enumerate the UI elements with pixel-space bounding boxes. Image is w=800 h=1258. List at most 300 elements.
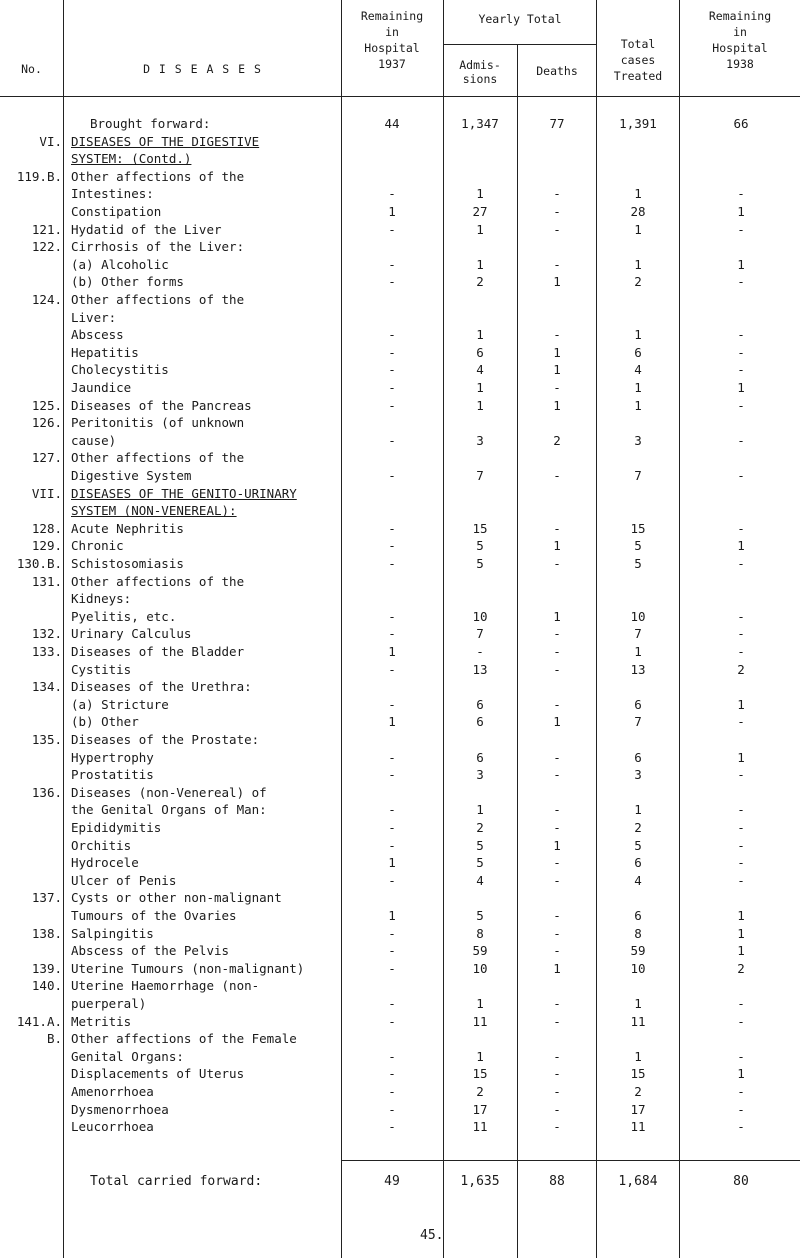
header-no: No. [21, 62, 42, 76]
row-total-treated: 5 [634, 837, 642, 853]
row-number: 119.B. [16, 168, 62, 184]
row-remaining-1938: - [737, 468, 745, 483]
row-remaining-1937: - [388, 626, 396, 642]
row-deaths: - [553, 520, 561, 536]
row-number: 131. [31, 573, 62, 589]
row-admissions: 7 [476, 626, 484, 642]
row-total-treated: 17 [630, 1101, 646, 1117]
row-remaining-1938: 1 [737, 925, 745, 941]
table-row [0, 1049, 800, 1065]
table-row [0, 204, 800, 220]
row-remaining-1937: - [388, 767, 396, 783]
table-row [0, 433, 800, 449]
row-remaining-1937: - [388, 837, 396, 853]
row-total-treated: 5 [634, 556, 642, 571]
row-remaining-1937: 1 [388, 714, 396, 730]
row-remaining-1938: - [737, 1048, 745, 1064]
row-disease: puerperal) [71, 996, 147, 1011]
row-total-treated: 10 [630, 608, 646, 624]
row-admissions: 5 [476, 855, 484, 871]
row-disease: Hepatitis [71, 344, 139, 360]
row-total-treated: 59 [630, 943, 646, 959]
row-admissions: 2 [476, 274, 484, 290]
row-admissions: 17 [472, 1101, 488, 1117]
row-total-treated: 4 [634, 872, 642, 888]
header-total-treated: Total cases Treated [613, 37, 663, 83]
row-disease: Jaundice [71, 380, 132, 395]
row-disease: (a) Stricture [71, 696, 169, 712]
row-disease: Diseases of the Pancreas [71, 397, 252, 413]
table-row [0, 1102, 800, 1118]
row-disease: (a) Alcoholic [71, 256, 169, 272]
row-disease: Digestive System [71, 468, 192, 483]
row-total-treated: 4 [634, 362, 642, 378]
totals-label: Total carried forward: [90, 1174, 263, 1189]
row-remaining-1938: - [737, 1119, 745, 1135]
row-remaining-1938: - [737, 221, 745, 237]
table-row [0, 679, 800, 695]
table-row [0, 978, 800, 994]
row-disease: Diseases (non-Venereal) of [71, 784, 267, 800]
row-disease: Epididymitis [71, 820, 162, 835]
row-remaining-1937: - [388, 608, 396, 624]
row-disease: Genital Organs: [71, 1048, 184, 1064]
row-total-treated: 2 [634, 274, 642, 290]
row-disease: Abscess of the Pelvis [71, 943, 230, 959]
table-row [0, 257, 800, 273]
row-deaths: - [553, 661, 561, 677]
row-admissions: 6 [476, 344, 484, 360]
row-total-treated: 28 [630, 204, 646, 219]
row-remaining-1937: - [388, 221, 396, 237]
table-row [0, 134, 800, 150]
table-row [0, 785, 800, 801]
table-row [0, 1119, 800, 1135]
row-disease: Pyelitis, etc. [71, 608, 177, 624]
row-disease: (b) Other forms [71, 274, 184, 290]
table-row [0, 521, 800, 537]
row-disease: Uterine Haemorrhage (non- [71, 978, 260, 994]
row-total-treated: 6 [634, 696, 642, 712]
row-disease: Prostatitis [71, 767, 154, 783]
row-disease: Displacements of Uterus [71, 1066, 245, 1082]
rule-header-bottom [0, 96, 800, 97]
row-remaining-1938: 2 [737, 661, 745, 677]
row-total-treated: 1 [634, 327, 642, 343]
row-remaining-1937: - [388, 186, 396, 202]
row-deaths: - [553, 221, 561, 237]
table-row [0, 890, 800, 906]
row-admissions: 59 [472, 943, 488, 959]
row-admissions: 8 [476, 925, 484, 941]
table-row [0, 732, 800, 748]
row-number: 125. [31, 397, 62, 413]
table-row [0, 838, 800, 854]
row-admissions: 1 [476, 327, 484, 343]
table-row [0, 908, 800, 924]
row-total-treated: 1 [634, 380, 642, 395]
table-row [0, 714, 800, 730]
row-disease: Brought forward: [90, 116, 211, 131]
row-disease: DISEASES OF THE GENITO-URINARY [71, 485, 297, 501]
row-deaths: - [553, 1084, 561, 1099]
row-deaths: - [553, 802, 561, 818]
row-remaining-1938: 1 [737, 943, 745, 959]
row-disease: Hypertrophy [71, 749, 154, 765]
row-deaths: 1 [553, 538, 561, 554]
row-disease: SYSTEM (NON-VENEREAL): [71, 503, 237, 519]
row-total-treated: 15 [630, 520, 646, 536]
table-row [0, 697, 800, 713]
table-row [0, 274, 800, 290]
row-total-treated: 1 [634, 221, 642, 237]
row-remaining-1938: - [737, 626, 745, 642]
row-number: 122. [31, 239, 62, 255]
row-total-treated: 1 [634, 186, 642, 202]
row-remaining-1937: - [388, 274, 396, 290]
row-remaining-1938: 1 [737, 1066, 745, 1082]
row-remaining-1937: 1 [388, 644, 396, 659]
row-deaths: 1 [553, 274, 561, 290]
row-number: 134. [31, 679, 62, 695]
table-row [0, 186, 800, 202]
row-remaining-1937: - [388, 1119, 396, 1135]
row-number: 129. [31, 538, 62, 554]
row-deaths: - [553, 855, 561, 871]
row-deaths: - [553, 327, 561, 343]
row-deaths: - [553, 1119, 561, 1135]
row-remaining-1938: - [737, 397, 745, 413]
row-disease: (b) Other [71, 714, 139, 730]
row-disease: Abscess [71, 327, 124, 343]
table-row [0, 116, 800, 132]
row-number: B. [46, 1031, 62, 1047]
row-total-treated: 11 [630, 1013, 646, 1029]
row-remaining-1938: 1 [737, 380, 745, 395]
row-remaining-1938: - [737, 872, 745, 888]
table-row [0, 644, 800, 660]
row-deaths: - [553, 696, 561, 712]
rule-totals-top [341, 1160, 800, 1161]
table-row [0, 292, 800, 308]
row-total-treated: 1,391 [619, 116, 657, 131]
row-disease: Diseases of the Prostate: [71, 732, 260, 747]
row-disease: Other affections of the [71, 292, 245, 307]
row-admissions: 7 [476, 468, 484, 483]
table-row [0, 169, 800, 185]
row-disease: DISEASES OF THE DIGESTIVE [71, 133, 260, 149]
row-disease: cause) [71, 432, 117, 448]
row-deaths: - [553, 1066, 561, 1082]
table-row [0, 310, 800, 326]
row-remaining-1937: 1 [388, 908, 396, 923]
row-admissions: 11 [472, 1119, 488, 1135]
totals-remaining-1938: 80 [733, 1174, 749, 1189]
row-number: 138. [31, 925, 62, 941]
row-disease: Dysmenorrhoea [71, 1101, 169, 1117]
row-number: VI. [39, 133, 62, 149]
row-total-treated: 2 [634, 1084, 642, 1099]
row-remaining-1937: 1 [388, 855, 396, 871]
table-row [0, 486, 800, 502]
table-row [0, 380, 800, 396]
row-total-treated: 2 [634, 820, 642, 835]
totals-remaining-1937: 49 [384, 1174, 400, 1189]
table-row [0, 468, 800, 484]
row-remaining-1938: - [737, 1101, 745, 1117]
row-remaining-1937: - [388, 397, 396, 413]
row-admissions: 10 [472, 960, 488, 976]
table-row [0, 327, 800, 343]
row-deaths: - [553, 872, 561, 888]
row-disease: Orchitis [71, 837, 132, 853]
row-number: 127. [31, 450, 62, 466]
row-remaining-1937: - [388, 960, 396, 976]
row-admissions: 1 [476, 256, 484, 272]
table-row [0, 943, 800, 959]
header-diseases: D I S E A S E S [143, 62, 262, 76]
row-deaths: 1 [553, 960, 561, 976]
row-admissions: 1 [476, 996, 484, 1011]
table-row [0, 820, 800, 836]
rule-yearly-split [443, 44, 596, 45]
row-remaining-1938: - [737, 432, 745, 448]
row-deaths: - [553, 767, 561, 783]
row-admissions: 6 [476, 714, 484, 730]
row-admissions: 1 [476, 221, 484, 237]
row-deaths: - [553, 468, 561, 483]
table-row [0, 1031, 800, 1047]
row-remaining-1938: - [737, 186, 745, 202]
row-admissions: 4 [476, 362, 484, 378]
row-total-treated: 1 [634, 1048, 642, 1064]
row-remaining-1937: - [388, 344, 396, 360]
row-admissions: 6 [476, 696, 484, 712]
table-row [0, 996, 800, 1012]
table-row [0, 362, 800, 378]
table-row [0, 873, 800, 889]
table-row [0, 767, 800, 783]
row-deaths: - [553, 820, 561, 835]
row-number: 135. [31, 732, 62, 747]
row-remaining-1937: - [388, 1066, 396, 1082]
row-remaining-1937: - [388, 1048, 396, 1064]
row-admissions: 1 [476, 397, 484, 413]
row-number: 141.A. [16, 1013, 62, 1029]
header-remaining-1938: Remaining in Hospital 1938 [708, 9, 772, 71]
row-remaining-1937: - [388, 380, 396, 395]
table-row [0, 750, 800, 766]
row-disease: Tumours of the Ovaries [71, 908, 237, 923]
row-deaths: 1 [553, 714, 561, 730]
row-admissions: 5 [476, 837, 484, 853]
row-total-treated: 3 [634, 767, 642, 783]
row-deaths: 2 [553, 432, 561, 448]
row-disease: Hydrocele [71, 855, 139, 871]
row-total-treated: 1 [634, 802, 642, 818]
row-total-treated: 3 [634, 432, 642, 448]
row-total-treated: 1 [634, 644, 642, 659]
row-disease: Other affections of the [71, 168, 245, 184]
row-admissions: 2 [476, 1084, 484, 1099]
row-remaining-1937: - [388, 1013, 396, 1029]
row-deaths: - [553, 644, 561, 659]
row-deaths: - [553, 1048, 561, 1064]
row-total-treated: 5 [634, 538, 642, 554]
row-total-treated: 11 [630, 1119, 646, 1135]
row-disease: Kidneys: [71, 591, 132, 607]
row-disease: Chronic [71, 538, 124, 554]
row-remaining-1937: - [388, 538, 396, 554]
table-row [0, 222, 800, 238]
row-remaining-1937: - [388, 996, 396, 1011]
row-disease: Leucorrhoea [71, 1119, 154, 1135]
row-remaining-1938: - [737, 274, 745, 290]
row-remaining-1937: - [388, 749, 396, 765]
row-total-treated: 6 [634, 908, 642, 923]
table-row [0, 1084, 800, 1100]
row-admissions: 27 [472, 204, 488, 219]
row-disease: Cysts or other non-malignant [71, 890, 282, 906]
row-remaining-1937: - [388, 327, 396, 343]
header-remaining-1937: Remaining in Hospital 1937 [360, 9, 424, 71]
row-admissions: 3 [476, 767, 484, 783]
row-number: 136. [31, 784, 62, 800]
row-remaining-1938: - [737, 344, 745, 360]
row-disease: Other affections of the [71, 573, 245, 589]
totals-admissions: 1,635 [460, 1174, 500, 1189]
row-deaths: 1 [553, 344, 561, 360]
table-row [0, 398, 800, 414]
table-row [0, 1066, 800, 1082]
row-admissions: 3 [476, 432, 484, 448]
row-deaths: - [553, 749, 561, 765]
row-remaining-1938: - [737, 556, 745, 571]
row-number: VII. [31, 485, 62, 501]
row-remaining-1938: 1 [737, 749, 745, 765]
row-disease: Cirrhosis of the Liver: [71, 239, 245, 255]
table-row [0, 855, 800, 871]
row-number: 128. [31, 520, 62, 536]
row-total-treated: 7 [634, 626, 642, 642]
row-number: 124. [31, 292, 62, 307]
row-number: 132. [31, 626, 62, 642]
row-remaining-1937: - [388, 1101, 396, 1117]
table-row [0, 662, 800, 678]
row-admissions: 5 [476, 538, 484, 554]
row-disease: Amenorrhoea [71, 1084, 154, 1099]
row-disease: Other affections of the Female [71, 1031, 297, 1047]
row-disease: Diseases of the Bladder [71, 644, 245, 659]
header-yearly-total: Yearly Total [478, 12, 562, 26]
row-remaining-1937: - [388, 872, 396, 888]
row-deaths: - [553, 943, 561, 959]
table-row [0, 574, 800, 590]
row-deaths: 1 [553, 397, 561, 413]
row-remaining-1938: - [737, 644, 745, 659]
table-row [0, 609, 800, 625]
row-deaths: - [553, 626, 561, 642]
header-admissions: Admis- sions [459, 58, 501, 86]
row-remaining-1938: - [737, 362, 745, 378]
row-admissions: 5 [476, 908, 484, 923]
header-deaths: Deaths [536, 64, 578, 78]
row-disease: Liver: [71, 309, 117, 325]
row-deaths: - [553, 204, 561, 219]
row-remaining-1938: - [737, 327, 745, 343]
row-disease: Cholecystitis [71, 362, 169, 378]
row-remaining-1938: 1 [737, 256, 745, 272]
totals-total-treated: 1,684 [618, 1174, 658, 1189]
page-number: 45. [420, 1228, 444, 1243]
row-remaining-1937: 1 [388, 204, 396, 219]
row-disease: SYSTEM: (Contd.) [71, 151, 192, 167]
row-remaining-1937: - [388, 696, 396, 712]
row-total-treated: 15 [630, 1066, 646, 1082]
row-number: 121. [31, 221, 62, 237]
row-deaths: - [553, 925, 561, 941]
row-deaths: - [553, 380, 561, 395]
row-admissions: 5 [476, 556, 484, 571]
table-row [0, 926, 800, 942]
row-total-treated: 7 [634, 468, 642, 483]
row-remaining-1938: - [737, 1013, 745, 1029]
row-remaining-1937: - [388, 256, 396, 272]
row-deaths: - [553, 256, 561, 272]
row-total-treated: 1 [634, 397, 642, 413]
totals-deaths: 88 [549, 1174, 565, 1189]
row-disease: Hydatid of the Liver [71, 221, 222, 237]
row-disease: Diseases of the Urethra: [71, 679, 252, 695]
row-disease: Cystitis [71, 661, 132, 677]
row-remaining-1938: 1 [737, 204, 745, 219]
table-row [0, 415, 800, 431]
row-admissions: 15 [472, 1066, 488, 1082]
row-disease: Peritonitis (of unknown [71, 415, 245, 431]
row-remaining-1938: 66 [733, 116, 749, 131]
row-remaining-1937: - [388, 432, 396, 448]
table-row [0, 802, 800, 818]
row-deaths: 1 [553, 362, 561, 378]
row-remaining-1938: 2 [737, 960, 745, 976]
row-remaining-1938: - [737, 608, 745, 624]
row-remaining-1937: - [388, 661, 396, 677]
row-admissions: 2 [476, 820, 484, 835]
row-number: 126. [31, 415, 62, 431]
row-remaining-1938: - [737, 767, 745, 783]
row-remaining-1937: - [388, 1084, 396, 1099]
row-admissions: 1 [476, 186, 484, 202]
table-row [0, 503, 800, 519]
table-row [0, 556, 800, 572]
row-disease: Salpingitis [71, 925, 154, 941]
row-deaths: - [553, 186, 561, 202]
table-row [0, 239, 800, 255]
row-remaining-1937: - [388, 820, 396, 835]
row-admissions: 1 [476, 380, 484, 395]
row-deaths: 1 [553, 608, 561, 624]
row-disease: Intestines: [71, 186, 154, 202]
table-row [0, 591, 800, 607]
row-disease: the Genital Organs of Man: [71, 802, 267, 818]
row-remaining-1938: - [737, 1084, 745, 1099]
table-row [0, 1014, 800, 1030]
row-disease: Urinary Calculus [71, 626, 192, 642]
table-row [0, 151, 800, 167]
row-number: 139. [31, 960, 62, 976]
row-total-treated: 6 [634, 749, 642, 765]
row-number: 130.B. [16, 556, 62, 571]
